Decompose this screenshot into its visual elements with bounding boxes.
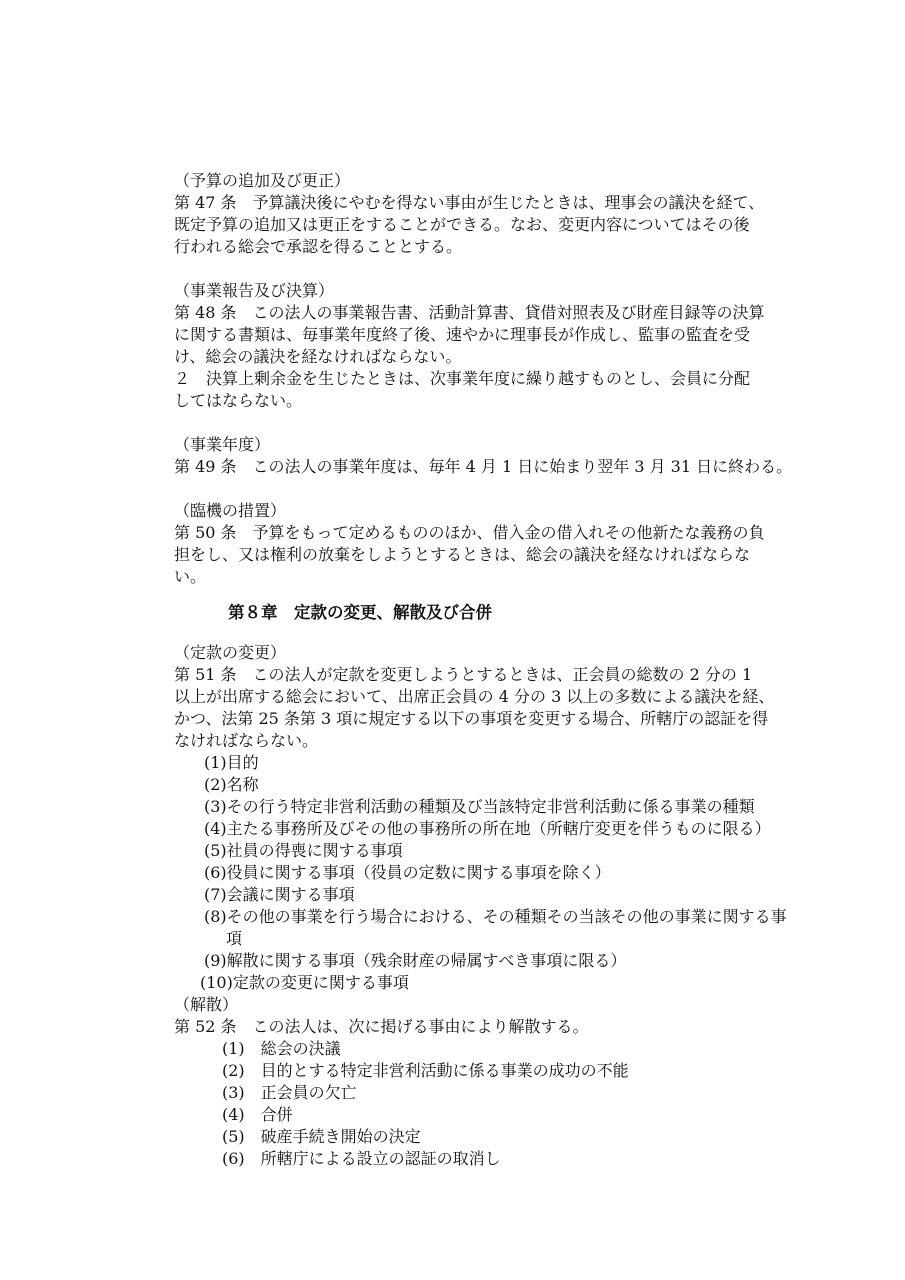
article-48-text: け、総会の議決を経なければならない。: [174, 347, 462, 366]
article-49-text: 第 49 条 この法人の事業年度は、毎年 4 月 1 日に始まり翌年 3 月 31 日に終わる。: [174, 457, 793, 476]
article-52-title: （解散）: [174, 995, 239, 1014]
article-48-paragraph-2: してはならない。: [174, 391, 303, 410]
article-51-text: かつ、法第 25 条第 3 項に規定する以下の事項を変更する場合、所轄庁の認証を得: [174, 709, 769, 728]
article-51-item: (10)定款の変更に関する事項: [200, 973, 409, 992]
article-50-text: い。: [174, 567, 207, 586]
article-47-text: 行われる総会で承認を得ることとする。: [174, 237, 463, 256]
article-51-item-continued: 項: [226, 929, 243, 948]
article-51-text: 以上が出席する総会において、出席正会員の 4 分の 3 以上の多数による議決を経、: [174, 687, 775, 706]
article-52-item: (6) 所轄庁による設立の認証の取消し: [222, 1149, 501, 1168]
article-51-item: (6)役員に関する事項（役員の定数に関する事項を除く）: [204, 863, 611, 882]
article-52-item: (3) 正会員の欠亡: [222, 1083, 357, 1102]
article-51-item: (8)その他の事業を行う場合における、その種類その当該その他の事業に関する事: [204, 907, 787, 926]
article-48-text: に関する書類は、毎事業年度終了後、速やかに理事長が作成し、監事の監査を受: [174, 325, 751, 344]
article-51-text: 第 51 条 この法人が定款を変更しようとするときは、正会員の総数の 2 分の 1: [174, 665, 753, 684]
article-52-text: 第 52 条 この法人は、次に掲げる事由により解散する。: [174, 1017, 589, 1036]
chapter-8-heading: 第８章 定款の変更、解散及び合併: [228, 603, 492, 622]
article-51-item: (7)会議に関する事項: [204, 885, 355, 904]
article-48-title: （事業報告及び決算）: [174, 281, 335, 300]
article-48-paragraph-2: ２ 決算上剰余金を生じたときは、次事業年度に繰り越すものとし、会員に分配: [174, 369, 751, 388]
article-51-item: (3)その行う特定非営利活動の種類及び当該特定非営利活動に係る事業の種類: [204, 797, 755, 816]
article-50-text: 担をし、又は権利の放棄をしようとするときは、総会の議決を経なければならな: [174, 545, 751, 564]
article-51-item: (9)解散に関する事項（残余財産の帰属すべき事項に限る）: [204, 951, 627, 970]
article-50-title: （臨機の措置）: [174, 501, 287, 520]
article-52-item: (4) 合併: [222, 1105, 293, 1124]
article-48-text: 第 48 条 この法人の事業報告書、活動計算書、貸借対照表及び財産目録等の決算: [174, 303, 765, 322]
article-49-title: （事業年度）: [174, 435, 271, 454]
article-47-text: 第 47 条 予算議決後にやむを得ない事由が生じたときは、理事会の議決を経て、: [174, 193, 765, 212]
article-52-item: (2) 目的とする特定非営利活動に係る事業の成功の不能: [222, 1061, 629, 1080]
article-51-item: (5)社員の得喪に関する事項: [204, 841, 403, 860]
article-50-text: 第 50 条 予算をもって定めるもののほか、借入金の借入れその他新たな義務の負: [174, 523, 765, 542]
article-51-text: なければならない。: [174, 731, 319, 750]
article-52-item: (5) 破産手続き開始の決定: [222, 1127, 421, 1146]
article-51-item: (1)目的: [204, 753, 259, 772]
article-51-item: (2)名称: [204, 775, 259, 794]
article-47-text: 既定予算の追加又は更正をすることができる。なお、変更内容についてはその後: [174, 215, 750, 234]
article-52-item: (1) 総会の決議: [222, 1039, 341, 1058]
article-51-title: （定款の変更）: [174, 643, 287, 662]
article-51-item: (4)主たる事務所及びその他の事務所の所在地（所轄庁変更を伴うものに限る）: [204, 819, 771, 838]
article-47-title: （予算の追加及び更正）: [174, 171, 351, 190]
